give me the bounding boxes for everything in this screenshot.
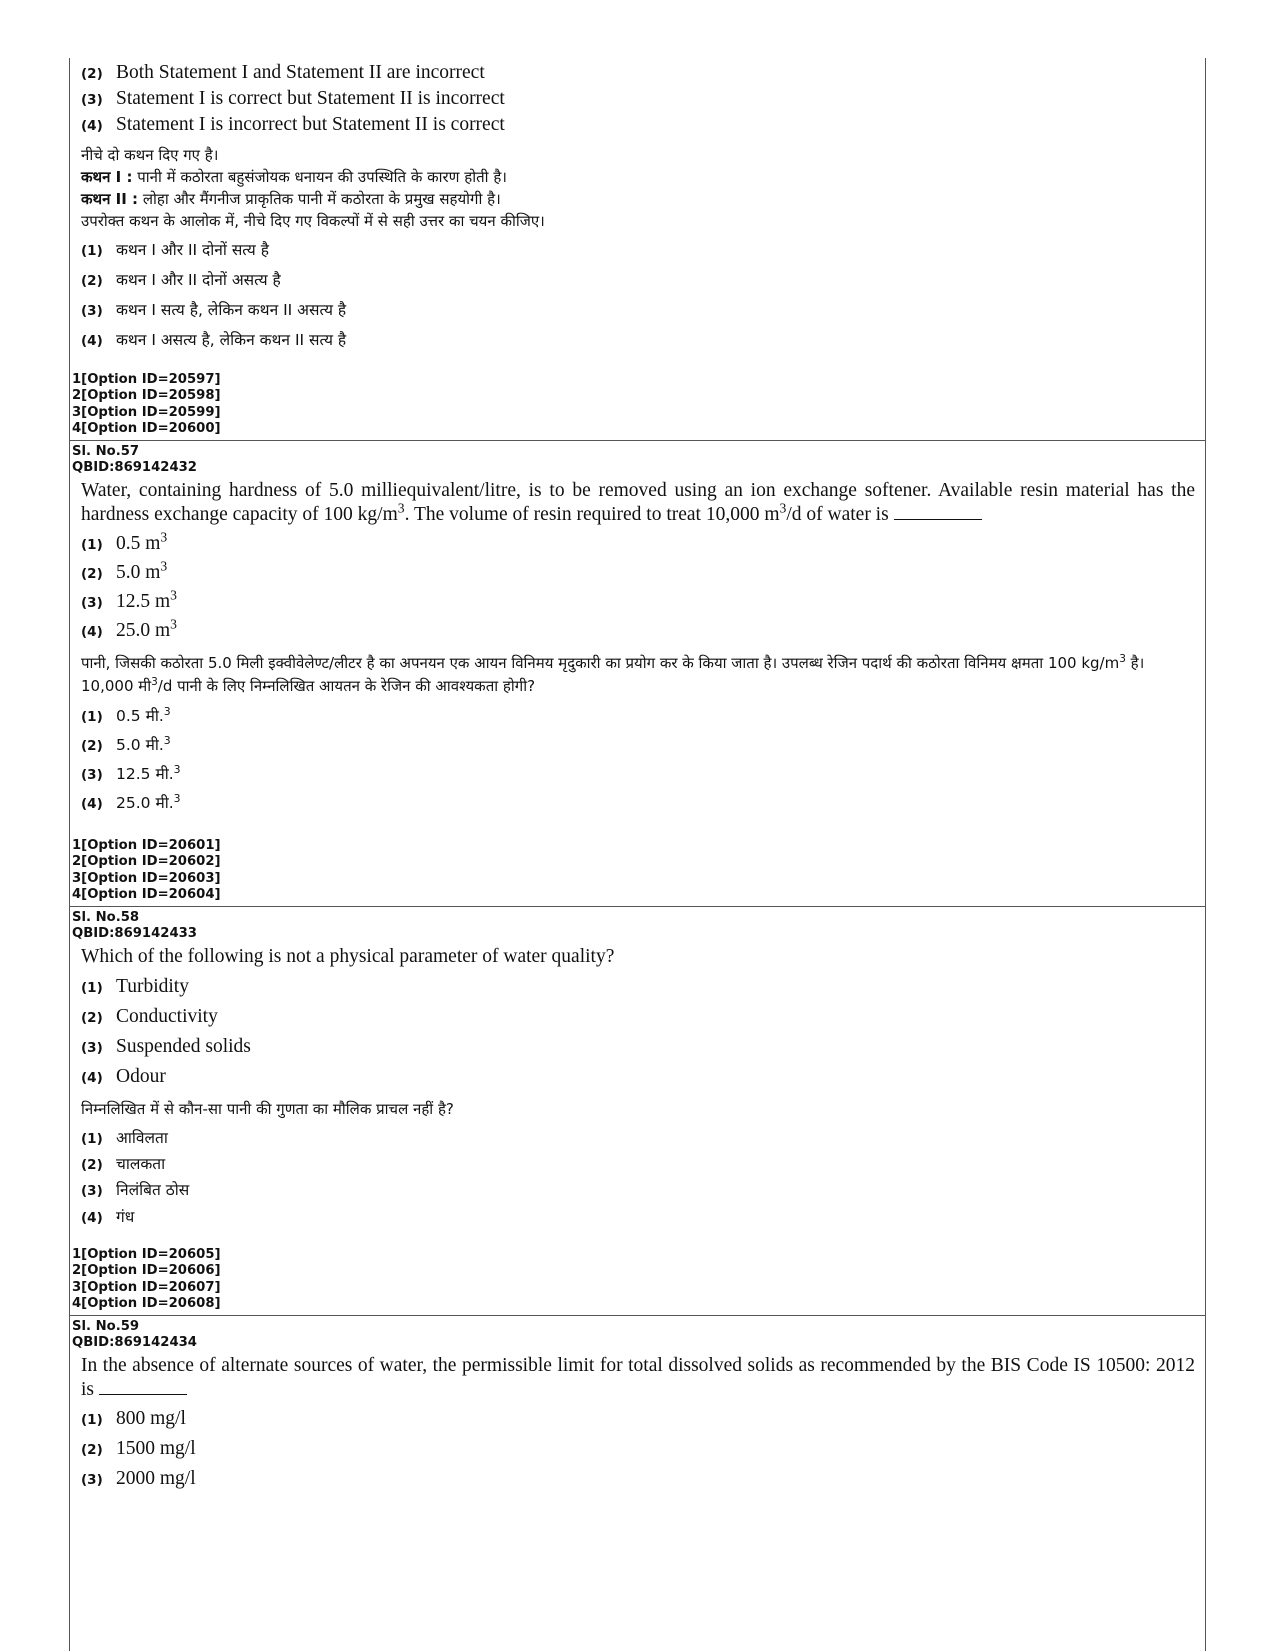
q56-hindi-statement-1 (81, 166, 1195, 188)
q58-question-hi: निम्नलिखित में से कौन-सा पानी की गुणता का मौलिक प्राचल नहीं है? (81, 1100, 454, 1118)
option-number: (3) (81, 1183, 103, 1199)
option-id: 3[Option ID=20607] (72, 1279, 221, 1295)
value: 0.5 मी. (116, 707, 164, 725)
text-part: In the absence of alternate sources of water, the permissible limit for total dissolved solids as recommended by the BIS Code IS 10500: 2012 is (81, 1355, 1195, 1400)
option-text: आविलता (116, 1129, 168, 1147)
option-number: (3) (81, 92, 103, 108)
q56-option-hi-3 (81, 298, 1195, 328)
superscript: 3 (397, 500, 405, 516)
value: 25.0 मी. (116, 794, 174, 812)
option-number: (1) (81, 980, 103, 996)
superscript: 3 (151, 676, 158, 688)
option-id: 2[Option ID=20602] (72, 854, 221, 870)
q58-option-hi-3 (81, 1178, 1195, 1205)
q57-question-hi (81, 652, 1195, 698)
option-number: (2) (81, 273, 103, 289)
text-part: पानी, जिसकी कठोरता 5.0 मिली इक्वीवेलेण्ट/लीटर है का अपनयन एक आयन विनिमय मृदुकारी का प्रयोग कर के किया जाता है। उपलब्ध रेजिन पदार्थ की कठोरता विनिमय क्षमता 100 kg/m (81, 654, 1120, 672)
option-number: (2) (81, 1157, 103, 1173)
value: 12.5 m (116, 591, 171, 612)
option-number: (1) (81, 1412, 103, 1428)
value: 5.0 m (116, 562, 161, 583)
q56-option-hi-2 (81, 268, 1195, 298)
q56-hindi-statement-2 (81, 188, 1195, 210)
option-text (116, 704, 171, 726)
option-text: कथन I असत्य है, लेकिन कथन II सत्य है (116, 331, 347, 349)
option-number: (4) (81, 624, 103, 640)
option-id: 1[Option ID=20601] (72, 838, 221, 853)
q57-question-en (81, 479, 1195, 527)
q57-option-ids (70, 838, 1205, 903)
q58-option-hi-1 (81, 1126, 1195, 1152)
option-id: 4[Option ID=20600] (72, 420, 221, 436)
q57-option-en-2 (81, 558, 1195, 591)
option-id: 2[Option ID=20606] (72, 1263, 221, 1279)
option-id: 3[Option ID=20599] (72, 404, 221, 420)
option-id: 1[Option ID=20605] (72, 1247, 221, 1262)
option-number: (3) (81, 1472, 103, 1488)
option-text: 2000 mg/l (116, 1468, 196, 1489)
q56-option-ids (70, 372, 1205, 437)
qbid: QBID:869142432 (72, 460, 197, 475)
superscript: 3 (1119, 653, 1126, 665)
q56-hindi-intro: नीचे दो कथन दिए गए है। (81, 146, 219, 164)
option-text: चालकता (116, 1155, 166, 1173)
q57-block (70, 479, 1205, 820)
option-text: कथन I और II दोनों असत्य है (116, 271, 281, 289)
option-number: (2) (81, 566, 103, 582)
superscript: 3 (779, 500, 787, 516)
q59-block (70, 1354, 1205, 1498)
q58-option-en-1 (81, 976, 1195, 1006)
text-part: /d पानी के लिए निम्नलिखित आयतन के रेजिन की आवश्यकता होगी? (157, 677, 536, 695)
option-text (116, 529, 168, 555)
option-id: 3[Option ID=20603] (72, 870, 221, 886)
option-number: (2) (81, 66, 103, 82)
superscript: 3 (170, 616, 177, 632)
option-text: Turbidity (116, 976, 189, 997)
option-number: (4) (81, 118, 103, 134)
q58-header (70, 910, 1205, 942)
q58-option-hi-4 (81, 1205, 1195, 1231)
qbid: QBID:869142433 (72, 926, 197, 941)
option-number: (3) (81, 303, 103, 319)
value: 25.0 m (116, 620, 171, 641)
option-text: Suspended solids (116, 1036, 251, 1057)
option-number: (4) (81, 333, 103, 349)
q56-option-hi-4 (81, 328, 1195, 358)
option-text: निलंबित ठोस (116, 1181, 190, 1199)
option-number: (3) (81, 767, 103, 783)
serial-number: Sl. No.58 (72, 910, 140, 925)
q59-option-en-3 (81, 1468, 1195, 1498)
q58-option-en-3 (81, 1036, 1195, 1066)
q59-option-en-1 (81, 1408, 1195, 1438)
value: 5.0 मी. (116, 736, 164, 754)
serial-number: Sl. No.57 (72, 444, 140, 459)
value: 12.5 मी. (116, 765, 174, 783)
q58-option-hi-2 (81, 1152, 1195, 1178)
option-text: Both Statement I and Statement II are incorrect (116, 62, 485, 83)
superscript: 3 (163, 704, 171, 718)
q56-hindi-instruction: उपरोक्त कथन के आलोक में, नीचे दिए गए विकल्पों में से सही उत्तर का चयन कीजिए। (81, 212, 545, 230)
superscript: 3 (160, 529, 168, 545)
option-number: (2) (81, 1442, 103, 1458)
option-id: 4[Option ID=20608] (72, 1295, 221, 1311)
q59-header (70, 1319, 1205, 1351)
q56-option-en-2 (81, 62, 1195, 88)
q56-option-en-4 (81, 114, 1195, 144)
option-text (116, 616, 177, 642)
statement-text: लोहा और मैंगनीज प्राकृतिक पानी में कठोरता के प्रमुख सहयोगी है। (138, 190, 501, 208)
q56-option-hi-1 (81, 238, 1195, 268)
question-sheet (69, 58, 1206, 1651)
q57-option-en-4 (81, 616, 1195, 652)
value: 0.5 m (116, 533, 161, 554)
option-text (116, 791, 181, 813)
option-text: कथन I सत्य है, लेकिन कथन II असत्य है (116, 301, 347, 319)
text-part: है। 10,000 मी (81, 654, 1145, 695)
q57-option-hi-2 (81, 733, 1195, 762)
option-number: (1) (81, 1131, 103, 1147)
divider (70, 906, 1205, 907)
option-number: (4) (81, 796, 103, 812)
answer-blank (894, 518, 982, 520)
q57-option-hi-3 (81, 762, 1195, 791)
option-id: 1[Option ID=20597] (72, 372, 221, 387)
q58-option-en-4 (81, 1066, 1195, 1098)
q57-option-en-1 (81, 529, 1195, 562)
divider (70, 440, 1205, 441)
option-text: गंध (116, 1208, 135, 1226)
q58-option-en-2 (81, 1006, 1195, 1036)
option-text: Statement I is incorrect but Statement II is correct (116, 114, 505, 135)
text-part: . The volume of resin required to treat 10,000 m (404, 504, 780, 525)
option-id: 2[Option ID=20598] (72, 388, 221, 404)
superscript: 3 (173, 791, 181, 805)
q57-option-hi-4 (81, 791, 1195, 820)
option-text: 1500 mg/l (116, 1438, 196, 1459)
q58-option-ids (70, 1247, 1205, 1312)
option-number: (3) (81, 595, 103, 611)
q59-option-en-2 (81, 1438, 1195, 1468)
option-number: (2) (81, 1010, 103, 1026)
statement-text: पानी में कठोरता बहुसंजोयक धनायन की उपस्थिति के कारण होती है। (132, 168, 507, 186)
option-number: (1) (81, 709, 103, 725)
divider (70, 1315, 1205, 1316)
q59-question-en (81, 1354, 1195, 1402)
option-text (116, 762, 181, 784)
q56-option-en-3 (81, 88, 1195, 114)
superscript: 3 (160, 558, 168, 574)
superscript: 3 (173, 762, 181, 776)
option-text (116, 558, 168, 584)
option-number: (4) (81, 1210, 103, 1226)
serial-number: Sl. No.59 (72, 1319, 140, 1334)
statement-label: कथन II : (81, 190, 139, 208)
answer-blank (99, 1393, 187, 1395)
option-text: 800 mg/l (116, 1408, 186, 1429)
statement-label: कथन I : (81, 168, 133, 186)
option-text: कथन I और II दोनों सत्य है (116, 241, 269, 259)
text-part: Water, containing hardness of 5.0 milliequivalent/litre, is to be removed using an ion exchange softener. Available resin material has the hardness exchange capacity of 100 kg/m (81, 480, 1195, 525)
option-number: (1) (81, 537, 103, 553)
option-number: (4) (81, 1070, 103, 1086)
option-text: Statement I is correct but Statement II is incorrect (116, 88, 505, 109)
q56-block (70, 62, 1205, 358)
superscript: 3 (170, 587, 177, 603)
option-number: (2) (81, 738, 103, 754)
q57-header (70, 444, 1205, 476)
qbid: QBID:869142434 (72, 1335, 197, 1350)
q58-block (70, 945, 1205, 1231)
option-text: Conductivity (116, 1006, 218, 1027)
superscript: 3 (163, 733, 171, 747)
option-number: (3) (81, 1040, 103, 1056)
q57-option-hi-1 (81, 704, 1195, 733)
text-part: /d of water is (786, 504, 894, 525)
option-id: 4[Option ID=20604] (72, 886, 221, 902)
q58-question-en: Which of the following is not a physical parameter of water quality? (81, 946, 615, 967)
option-number: (1) (81, 243, 103, 259)
option-text (116, 587, 177, 613)
option-text: Odour (116, 1066, 166, 1087)
option-text (116, 733, 171, 755)
q57-option-en-3 (81, 587, 1195, 620)
